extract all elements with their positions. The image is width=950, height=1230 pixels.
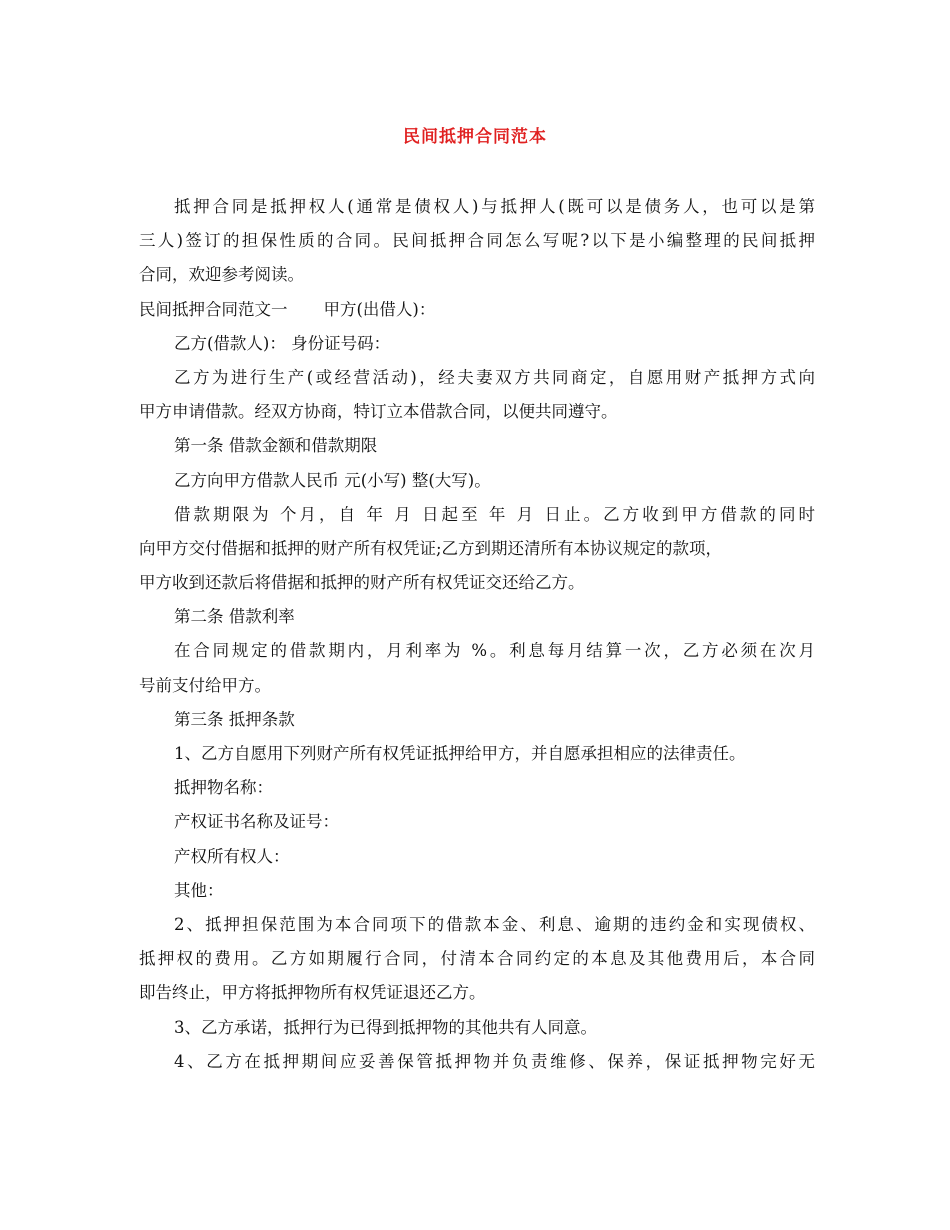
article-heading: 第二条 借款利率: [174, 607, 295, 627]
paragraph-line: 甲方申请借款。经双方协商，特订立本借款合同，以便共同遵守。: [139, 402, 618, 422]
paragraph-line: 向甲方交付借据和抵押的财产所有权凭证;乙方到期还清所有本协议规定的款项，: [139, 538, 723, 558]
paragraph-line: 1、乙方自愿用下列财产所有权凭证抵押给甲方，并自愿承担相应的法律责任。: [174, 744, 746, 763]
paragraph-line: 号前支付给甲方。: [139, 675, 271, 695]
document-body: [139, 190, 815, 1079]
paragraph-line: 即告终止，甲方将抵押物所有权凭证退还乙方。: [139, 983, 486, 1003]
paragraph-line: 4、乙方在抵押期间应妥善保管抵押物并负责维修、保养，保证抵押物完好无: [174, 1051, 815, 1071]
paragraph-line: 乙方向甲方借款人民币 元(小写) 整(大写)。: [174, 470, 491, 490]
section-heading: 民间抵押合同范文一: [139, 299, 288, 319]
party-a-label: 甲方(出借人)：: [323, 299, 436, 319]
paragraph-line: 甲方收到还款后将借据和抵押的财产所有权凭证交还给乙方。: [139, 573, 585, 593]
paragraph-line: 在合同规定的借款期内，月利率为 %。利息每月结算一次，乙方必须在次月: [174, 641, 815, 661]
form-field-label: 其他：: [174, 880, 224, 900]
paragraph-line: 抵押权的费用。乙方如期履行合同，付清本合同约定的本息及其他费用后，本合同: [139, 949, 815, 969]
paragraph-line: 借款期限为 个月，自 年 月 日起至 年 月 日止。乙方收到甲方借款的同时: [174, 504, 815, 524]
paragraph-line: 2、抵押担保范围为本合同项下的借款本金、利息、逾期的违约金和实现债权、: [174, 914, 815, 934]
paragraph-line: 乙方(借款人)： 身份证号码：: [174, 333, 391, 353]
document-title: 民间抵押合同范本: [403, 127, 547, 147]
paragraph-line: 乙方为进行生产(或经营活动)，经夫妻双方共同商定，自愿用财产抵押方式向: [174, 367, 815, 387]
paragraph-line: 3、乙方承诺，抵押行为已得到抵押物的其他共有人同意。: [174, 1017, 597, 1037]
paragraph-line: 抵押合同是抵押权人(通常是债权人)与抵押人(既可以是债务人，也可以是第: [174, 197, 815, 216]
form-field-label: 抵押物名称：: [174, 778, 273, 798]
form-field-label: 产权所有权人：: [174, 846, 290, 866]
article-heading: 第一条 借款金额和借款期限: [174, 436, 378, 456]
paragraph-line: [139, 293, 815, 327]
paragraph-line: 三人)签订的担保性质的合同。民间抵押合同怎么写呢?以下是小编整理的民间抵押: [139, 231, 815, 251]
article-heading: 第三条 抵押条款: [174, 709, 295, 729]
form-field-label: 产权证书名称及证号：: [174, 812, 339, 832]
paragraph-line: 合同，欢迎参考阅读。: [139, 265, 304, 285]
